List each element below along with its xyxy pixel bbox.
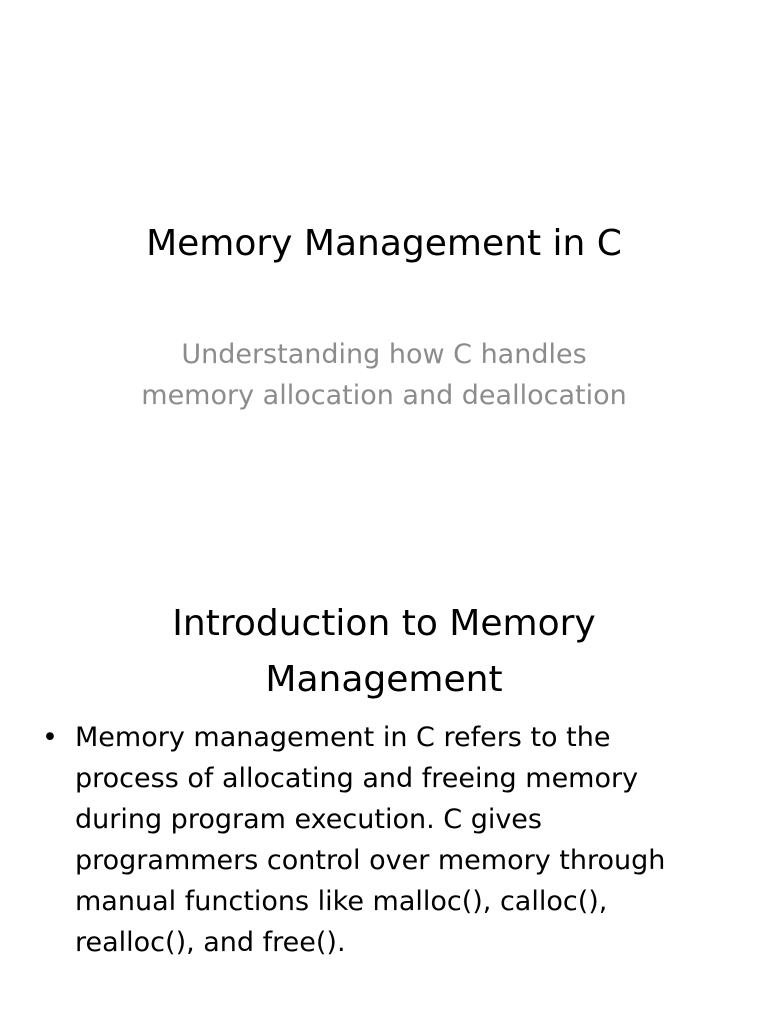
content-slide: [0, 560, 768, 1024]
bullet-text-line: during program execution. C gives: [75, 804, 542, 835]
bullet-text-line: Memory management in C refers to the: [75, 722, 611, 753]
subtitle-line: Understanding how C handles: [181, 339, 587, 370]
bullet-text-line: process of allocating and freeing memory: [75, 763, 639, 794]
slide-title: Memory Management in C: [146, 223, 622, 264]
bullet-item: [42, 717, 712, 963]
title-slide: [0, 0, 768, 480]
slide-heading: [0, 596, 768, 708]
bullet-icon: •: [42, 722, 58, 753]
subtitle-line: memory allocation and deallocation: [141, 380, 627, 411]
bullet-text-line: manual functions like malloc(), calloc(),: [75, 886, 608, 917]
heading-line: Introduction to Memory: [172, 603, 596, 644]
bullet-text-line: realloc(), and free().: [75, 927, 346, 958]
bullet-text-line: programmers control over memory through: [75, 845, 666, 876]
slide-subtitle: [0, 334, 768, 416]
heading-line: Management: [265, 659, 503, 700]
bullet-list: [42, 717, 712, 963]
